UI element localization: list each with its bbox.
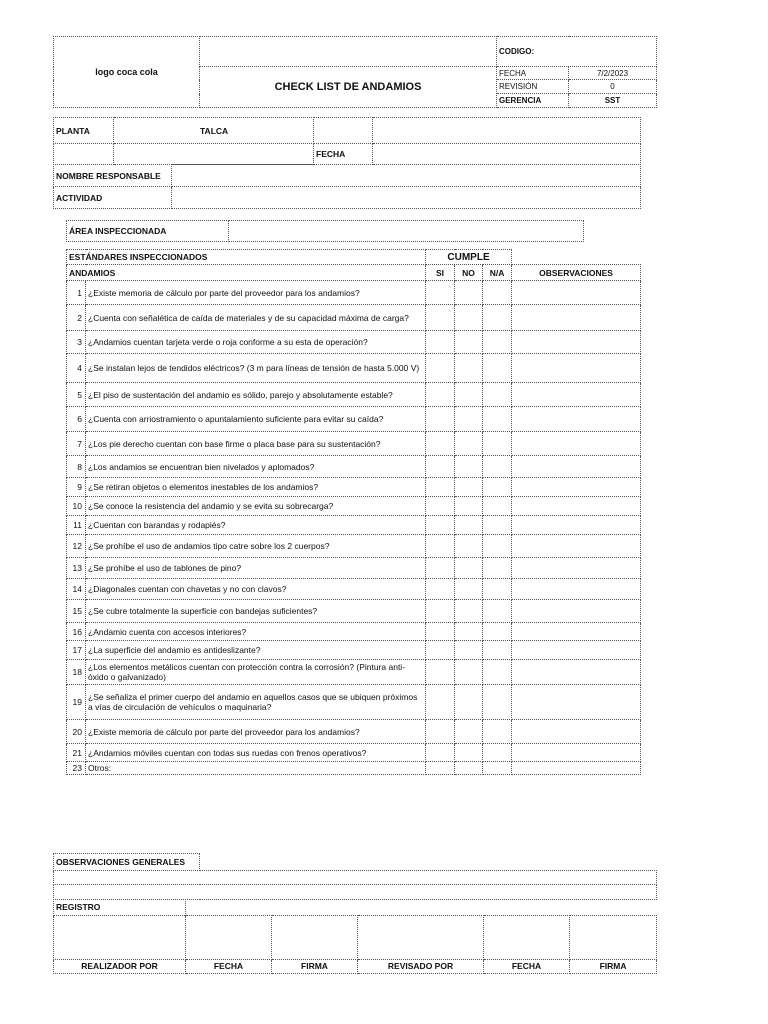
revisado-por-cell[interactable]: [358, 915, 484, 959]
item-question: ¿Cuenta con arriostramiento o apuntalamiento suficiente para evitar su caída?: [86, 407, 426, 432]
na-cell[interactable]: [483, 762, 512, 775]
observaciones-cell[interactable]: [512, 432, 641, 456]
item-number: 8: [67, 456, 86, 478]
firma-cell[interactable]: [272, 915, 358, 959]
no-cell[interactable]: [455, 623, 483, 641]
checklist-row: [67, 407, 641, 432]
na-cell[interactable]: [483, 432, 512, 456]
checklist-row: [67, 516, 641, 535]
item-number: 3: [67, 331, 86, 354]
observaciones-cell[interactable]: [512, 600, 641, 623]
si-cell[interactable]: [426, 623, 455, 641]
item-number: 21: [67, 744, 86, 762]
registro-label: REGISTRO: [54, 899, 186, 915]
item-number: 14: [67, 579, 86, 600]
na-cell[interactable]: [483, 456, 512, 478]
col-na: N/A: [483, 265, 512, 281]
item-number: 16: [67, 623, 86, 641]
revision-label: REVISIÓN: [497, 80, 569, 94]
item-number: 9: [67, 478, 86, 497]
registro-col-fecha: FECHA: [186, 959, 272, 973]
item-number: 1: [67, 281, 86, 305]
item-number: 6: [67, 407, 86, 432]
no-cell[interactable]: [455, 497, 483, 516]
na-cell[interactable]: [483, 720, 512, 744]
item-number: 17: [67, 641, 86, 660]
fecha-cell[interactable]: [186, 915, 272, 959]
na-cell[interactable]: [483, 305, 512, 331]
checklist-row: [67, 600, 641, 623]
item-question: ¿Se prohíbe el uso de tablones de pino?: [86, 558, 426, 579]
no-cell[interactable]: [455, 660, 483, 685]
observaciones-generales-label: OBSERVACIONES GENERALES: [54, 854, 200, 871]
no-cell[interactable]: [455, 685, 483, 720]
item-question: ¿Andamios móviles cuentan con todas sus ruedas con frenos operativos?: [86, 744, 426, 762]
registro-col-realizado-por: REALIZADOR POR: [54, 959, 186, 973]
na-cell[interactable]: [483, 623, 512, 641]
si-cell[interactable]: [426, 579, 455, 600]
no-cell[interactable]: [455, 641, 483, 660]
registro-col-fecha-revision: FECHA: [484, 959, 570, 973]
realizado-por-cell[interactable]: [54, 915, 186, 959]
no-cell[interactable]: [455, 354, 483, 383]
si-cell[interactable]: [426, 762, 455, 775]
na-cell[interactable]: [483, 579, 512, 600]
item-question: ¿El piso de sustentación del andamio es sólido, parejo y absolutamente estable?: [86, 383, 426, 407]
item-number: 10: [67, 497, 86, 516]
si-cell[interactable]: [426, 383, 455, 407]
si-cell[interactable]: [426, 305, 455, 331]
checklist-row: [67, 383, 641, 407]
checklist-row: [67, 744, 641, 762]
registro-col-firma: FIRMA: [272, 959, 358, 973]
si-cell[interactable]: [426, 478, 455, 497]
observaciones-cell[interactable]: [512, 305, 641, 331]
gerencia-value: SST: [569, 94, 657, 108]
si-cell[interactable]: [426, 641, 455, 660]
na-cell[interactable]: [483, 281, 512, 305]
observaciones-cell[interactable]: [512, 354, 641, 383]
no-cell[interactable]: [455, 478, 483, 497]
observaciones-cell[interactable]: [512, 744, 641, 762]
item-question: ¿Cuentan con barandas y rodapiés?: [86, 516, 426, 535]
responsable-value[interactable]: [172, 165, 641, 187]
actividad-value[interactable]: [172, 187, 641, 209]
registro-col-revisado-por: REVISADO POR: [358, 959, 484, 973]
registro-col-firma-revision: FIRMA: [570, 959, 657, 973]
observaciones-cell[interactable]: [512, 558, 641, 579]
si-cell[interactable]: [426, 558, 455, 579]
no-cell[interactable]: [455, 281, 483, 305]
item-question: ¿La superficie del andamio es antideslizante?: [86, 641, 426, 660]
firma-cell[interactable]: [570, 915, 657, 959]
na-cell[interactable]: [483, 516, 512, 535]
info-fecha-label: FECHA: [314, 144, 373, 165]
header-fecha-value: 7/2/2023: [569, 67, 657, 80]
checklist-row: [67, 535, 641, 558]
checklist-row: [67, 641, 641, 660]
item-number: 15: [67, 600, 86, 623]
observaciones-cell[interactable]: [512, 478, 641, 497]
si-cell[interactable]: [426, 354, 455, 383]
si-cell[interactable]: [426, 744, 455, 762]
section-label: ANDAMIOS: [67, 265, 426, 281]
planta-info: [53, 117, 641, 165]
checklist-row: [67, 497, 641, 516]
no-cell[interactable]: [455, 383, 483, 407]
item-question: ¿Se retiran objetos o elementos inestables de los andamios?: [86, 478, 426, 497]
na-cell[interactable]: [483, 354, 512, 383]
observaciones-cell[interactable]: [512, 535, 641, 558]
si-cell[interactable]: [426, 600, 455, 623]
responsable-label: NOMBRE RESPONSABLE: [54, 165, 172, 187]
observaciones-cell[interactable]: [512, 762, 641, 775]
fecha-cell[interactable]: [484, 915, 570, 959]
gerencia-label: GERENCIA: [497, 94, 569, 108]
col-observaciones: OBSERVACIONES: [512, 265, 641, 281]
no-cell[interactable]: [455, 720, 483, 744]
responsable-info: [53, 164, 641, 209]
item-number: 11: [67, 516, 86, 535]
item-question: ¿Los andamios se encuentran bien nivelados y aplomados?: [86, 456, 426, 478]
item-number: 20: [67, 720, 86, 744]
checklist-row: [67, 456, 641, 478]
observaciones-cell[interactable]: [512, 407, 641, 432]
revision-value: 0: [569, 80, 657, 94]
observaciones-cell[interactable]: [512, 660, 641, 685]
no-cell[interactable]: [455, 535, 483, 558]
checklist-row: [67, 720, 641, 744]
checklist-row: [67, 281, 641, 305]
checklist-row: [67, 558, 641, 579]
checklist-row: [67, 660, 641, 685]
area-label: ÁREA INSPECCIONADA: [67, 221, 229, 242]
si-cell[interactable]: [426, 685, 455, 720]
si-cell[interactable]: [426, 281, 455, 305]
cumple-header: CUMPLE: [426, 250, 512, 265]
item-number: 19: [67, 685, 86, 720]
standards-header: ESTÁNDARES INSPECCIONADOS: [67, 250, 426, 265]
item-number: 7: [67, 432, 86, 456]
na-cell[interactable]: [483, 407, 512, 432]
item-question: ¿Los pie derecho cuentan con base firme o placa base para su sustentación?: [86, 432, 426, 456]
si-cell[interactable]: [426, 535, 455, 558]
si-cell[interactable]: [426, 331, 455, 354]
si-cell[interactable]: [426, 432, 455, 456]
checklist-row: [67, 579, 641, 600]
checklist-row: [67, 623, 641, 641]
planta-label: PLANTA: [54, 118, 114, 144]
na-cell[interactable]: [483, 535, 512, 558]
item-question: ¿Se cubre totalmente la superficie con bandejas suficientes?: [86, 600, 426, 623]
na-cell[interactable]: [483, 641, 512, 660]
no-cell[interactable]: [455, 744, 483, 762]
codigo-label: CODIGO:: [497, 37, 657, 67]
no-cell[interactable]: [455, 600, 483, 623]
document-title: CHECK LIST DE ANDAMIOS: [200, 67, 497, 108]
checklist-row: [67, 432, 641, 456]
item-number: 18: [67, 660, 86, 685]
item-question: ¿Cuenta con señalética de caída de materiales y de su capacidad máxima de carga?: [86, 305, 426, 331]
checklist-body: [67, 281, 641, 775]
si-cell[interactable]: [426, 720, 455, 744]
na-cell[interactable]: [483, 331, 512, 354]
no-cell[interactable]: [455, 305, 483, 331]
planta-value[interactable]: TALCA: [114, 118, 314, 144]
item-number: 4: [67, 354, 86, 383]
observaciones-cell[interactable]: [512, 579, 641, 600]
item-number: 12: [67, 535, 86, 558]
item-number: 2: [67, 305, 86, 331]
si-cell[interactable]: [426, 660, 455, 685]
logo-placeholder: logo coca cola: [54, 37, 200, 108]
si-cell[interactable]: [426, 497, 455, 516]
observaciones-line[interactable]: [54, 871, 657, 885]
no-cell[interactable]: [455, 407, 483, 432]
na-cell[interactable]: [483, 558, 512, 579]
checklist-row: [67, 685, 641, 720]
checklist-row: [67, 305, 641, 331]
document-header: [53, 36, 657, 108]
item-question: Otros:: [86, 762, 426, 775]
registro: [53, 885, 657, 974]
item-question: ¿Se conoce la resistencia del andamio y se evita su sobrecarga?: [86, 497, 426, 516]
na-cell[interactable]: [483, 660, 512, 685]
item-question: ¿Diagonales cuentan con chavetas y no con clavos?: [86, 579, 426, 600]
observaciones-cell[interactable]: [512, 331, 641, 354]
item-question: ¿Se señaliza el primer cuerpo del andamio en aquellos casos que se ubiquen próximos a vías de circulación de vehículos o maquinaria?: [86, 685, 426, 720]
area-inspeccionada: [66, 220, 584, 242]
na-cell[interactable]: [483, 744, 512, 762]
si-cell[interactable]: [426, 407, 455, 432]
col-si: SI: [426, 265, 455, 281]
checklist-row: [67, 478, 641, 497]
item-question: ¿Se instalan lejos de tendidos eléctricos? (3 m para líneas de tensión de hasta 5.000 V): [86, 354, 426, 383]
observaciones-cell[interactable]: [512, 497, 641, 516]
area-value[interactable]: [229, 221, 584, 242]
no-cell[interactable]: [455, 516, 483, 535]
checklist-row: [67, 762, 641, 775]
actividad-label: ACTIVIDAD: [54, 187, 172, 209]
observaciones-cell[interactable]: [512, 383, 641, 407]
si-cell[interactable]: [426, 456, 455, 478]
observaciones-cell[interactable]: [512, 623, 641, 641]
observaciones-cell[interactable]: [512, 720, 641, 744]
item-number: 23: [67, 762, 86, 775]
item-question: ¿Los elementos metálicos cuentan con protección contra la corrosión? (Pintura anti-óxido o galvanizado): [86, 660, 426, 685]
item-question: ¿Existe memoria de cálculo por parte del proveedor para los andamios?: [86, 720, 426, 744]
si-cell[interactable]: [426, 516, 455, 535]
observaciones-cell[interactable]: [512, 641, 641, 660]
col-no: NO: [455, 265, 483, 281]
no-cell[interactable]: [455, 579, 483, 600]
info-fecha-value[interactable]: [373, 144, 641, 165]
observaciones-cell[interactable]: [512, 516, 641, 535]
na-cell[interactable]: [483, 600, 512, 623]
na-cell[interactable]: [483, 497, 512, 516]
observaciones-cell[interactable]: [512, 685, 641, 720]
observaciones-cell[interactable]: [512, 281, 641, 305]
no-cell[interactable]: [455, 762, 483, 775]
item-number: 5: [67, 383, 86, 407]
observaciones-cell[interactable]: [512, 456, 641, 478]
item-question: ¿Andamio cuenta con accesos interiores?: [86, 623, 426, 641]
no-cell[interactable]: [455, 456, 483, 478]
item-question: ¿Se prohíbe el uso de andamios tipo catre sobre los 2 cuerpos?: [86, 535, 426, 558]
no-cell[interactable]: [455, 331, 483, 354]
item-number: 13: [67, 558, 86, 579]
na-cell[interactable]: [483, 685, 512, 720]
item-question: ¿Existe memoria de cálculo por parte del proveedor para los andamios?: [86, 281, 426, 305]
na-cell[interactable]: [483, 478, 512, 497]
checklist-row: [67, 331, 641, 354]
item-question: ¿Andamios cuentan tarjeta verde o roja conforme a su esta de operación?: [86, 331, 426, 354]
na-cell[interactable]: [483, 383, 512, 407]
no-cell[interactable]: [455, 558, 483, 579]
checklist-table: [66, 249, 641, 775]
checklist-row: [67, 354, 641, 383]
header-fecha-label: FECHA: [497, 67, 569, 80]
no-cell[interactable]: [455, 432, 483, 456]
